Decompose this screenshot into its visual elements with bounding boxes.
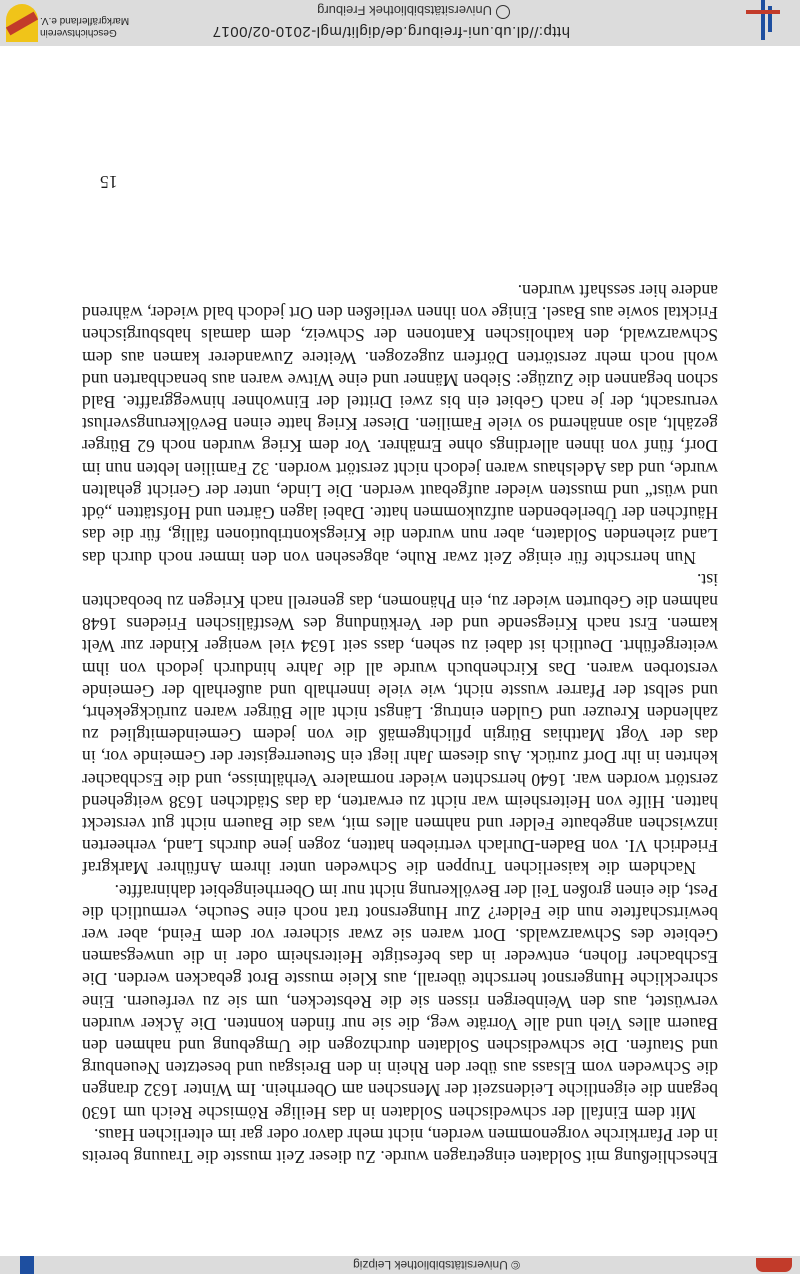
paragraph-1: Eheschließung mit Soldaten eingetragen wurde. Zu dieser Zeit musste die Trauung bereits in der Pfarrkirche vorgenommen werden, nicht mehr davor oder gar im elterlichen Haus. [82,1124,718,1167]
society-name [40,14,150,38]
top-banner [0,1256,800,1274]
top-banner-text: © Universitätsbibliothek Leipzig [353,1258,520,1272]
library-logo-icon [756,1258,792,1272]
footer-banner [0,0,800,46]
copyright-text: Universitätsbibliothek Freiburg [317,3,492,18]
society-line-1: Geschichtsverein [40,27,117,38]
document-url-link[interactable]: http://dl.ub.uni-freiburg.de/diglit/mgl-2010-02/0017 [212,23,570,40]
paragraph-4: Nun herrschte für einige Zeit zwar Ruhe, abgesehen von den immer noch durch das Land ziehenden Soldaten, aber nun wurden die Kriegskontributionen fällig, für die das Häufchen der Überlebenden aufzukommen hatte. Dabei lagen Gärten und Hofstätten „ödt und wüst“ und mussten wieder aufgebaut werden. Die Linde, unter der Gericht gehalten wurde, und das Adelshaus waren jedoch nicht zerstört worden. 32 Familien lebten nun im Dorf, fünf von ihnen allerdings ohne Ernährer. Vor dem Krieg wurden noch 62 Bürger gezählt, also annähernd so viele Familien. Dieser Krieg hatte einen Bevölkerungsverlust verursacht, der je nach Gebiet ein bis zwei Drittel der Einwohner hinweggraffte. Bald schon begannen die Zuzüge: Sieben Männer und eine Witwe waren aus benachbarten und wohl noch mehr zerstörten Dörfern zugezogen. Weitere Zuwanderer kamen aus dem Schwarzwald, den katholischen Kantonen der Schweiz, dem damals habsburgischen Fricktal sowie aus Basel. Einige von ihnen verließen den Ort jedoch bald wieder, während andere hier sesshaft wurden. [82,281,718,568]
library-mark-icon [20,1256,34,1274]
paragraph-2: Mit dem Einfall der schwedischen Soldaten in das Heilige Römische Reich um 1630 begann die eigentliche Leidenszeit der Menschen am Oberrhein. Im Winter 1632 drangen die Schweden vom Elsass aus über den Rhein in den Breisgau und besetzten Neuenburg und Staufen. Die schwedischen Soldaten durchzogen die Umgebung und nahmen den Bauern alles Vieh und alle Vorräte weg, die sie nur finden konnten. Die Äcker wurden verwüstet, aus den Weinbergen rissen sie die Rebstecken, um sie zu verfeuern. Eine schreckliche Hungersnot herrschte überall, aus Kleie musste Brot gebacken werden. Die Eschbacher flohen, entweder in das befestigte Heitersheim oder in die unwegsamen Gebiete des Schwarzwalds. Dort waren sie zwar sicherer vor dem Feind, aber wer bewirtschaftete nun die Felder? Zur Hungersnot trat noch eine Seuche, vermutlich die Pest, die einen großen Teil der Bevölkerung nicht nur im Oberrheingebiet dahinraffte. [82,880,718,1123]
copyright-notice [317,3,510,19]
copyright-icon [496,5,510,19]
page-body [82,280,718,1168]
freiburg-library-logo-icon [746,0,780,40]
society-shield-icon [6,4,38,42]
paragraph-3: Nachdem die kaiserlichen Truppen die Schweden unter ihrem Anführer Markgraf Friedrich VI. von Baden-Durlach vertrieben hatten, zogen jene durchs Land, verheerten inzwischen angebaute Felder und nahmen alles mit, was die Bauern nicht gut versteckt hatten. Hilfe von Heitersheim war nicht zu erwarten, da das Städtchen 1638 weitgehend zerstört worden war. 1640 herrschten wieder normalere Verhältnisse, und die Eschbacher kehrten in ihr Dorf zurück. Aus diesem Jahr liegt ein Steuerregister der Gemeinde vor, in das der Vogt Matthias Bürgin pflichtgemäß die von jedem Gemeindemitglied zu zahlenden Kreuzer und Gulden eintrug. Längst nicht alle Bürger waren zurückgekehrt, und selbst der Pfarrer wusste nicht, wie viele innerhalb und außerhalb der Gemeinde verstorben waren. Das Kirchenbuch wurde all die Jahre hindurch jedoch von ihm weitergeführt. Deutlich ist dabei zu sehen, dass seit 1634 viel weniger Kinder zur Welt kamen. Erst nach Kriegsende und der Verkündung des Westfälischen Friedens 1648 nahmen die Geburten wieder zu, ein Phänomen, das generell nach Kriegen zu beobachten ist. [82,569,718,879]
society-line-2: Markgräflerland e.V. [40,15,130,26]
page-number: 15 [100,172,118,192]
